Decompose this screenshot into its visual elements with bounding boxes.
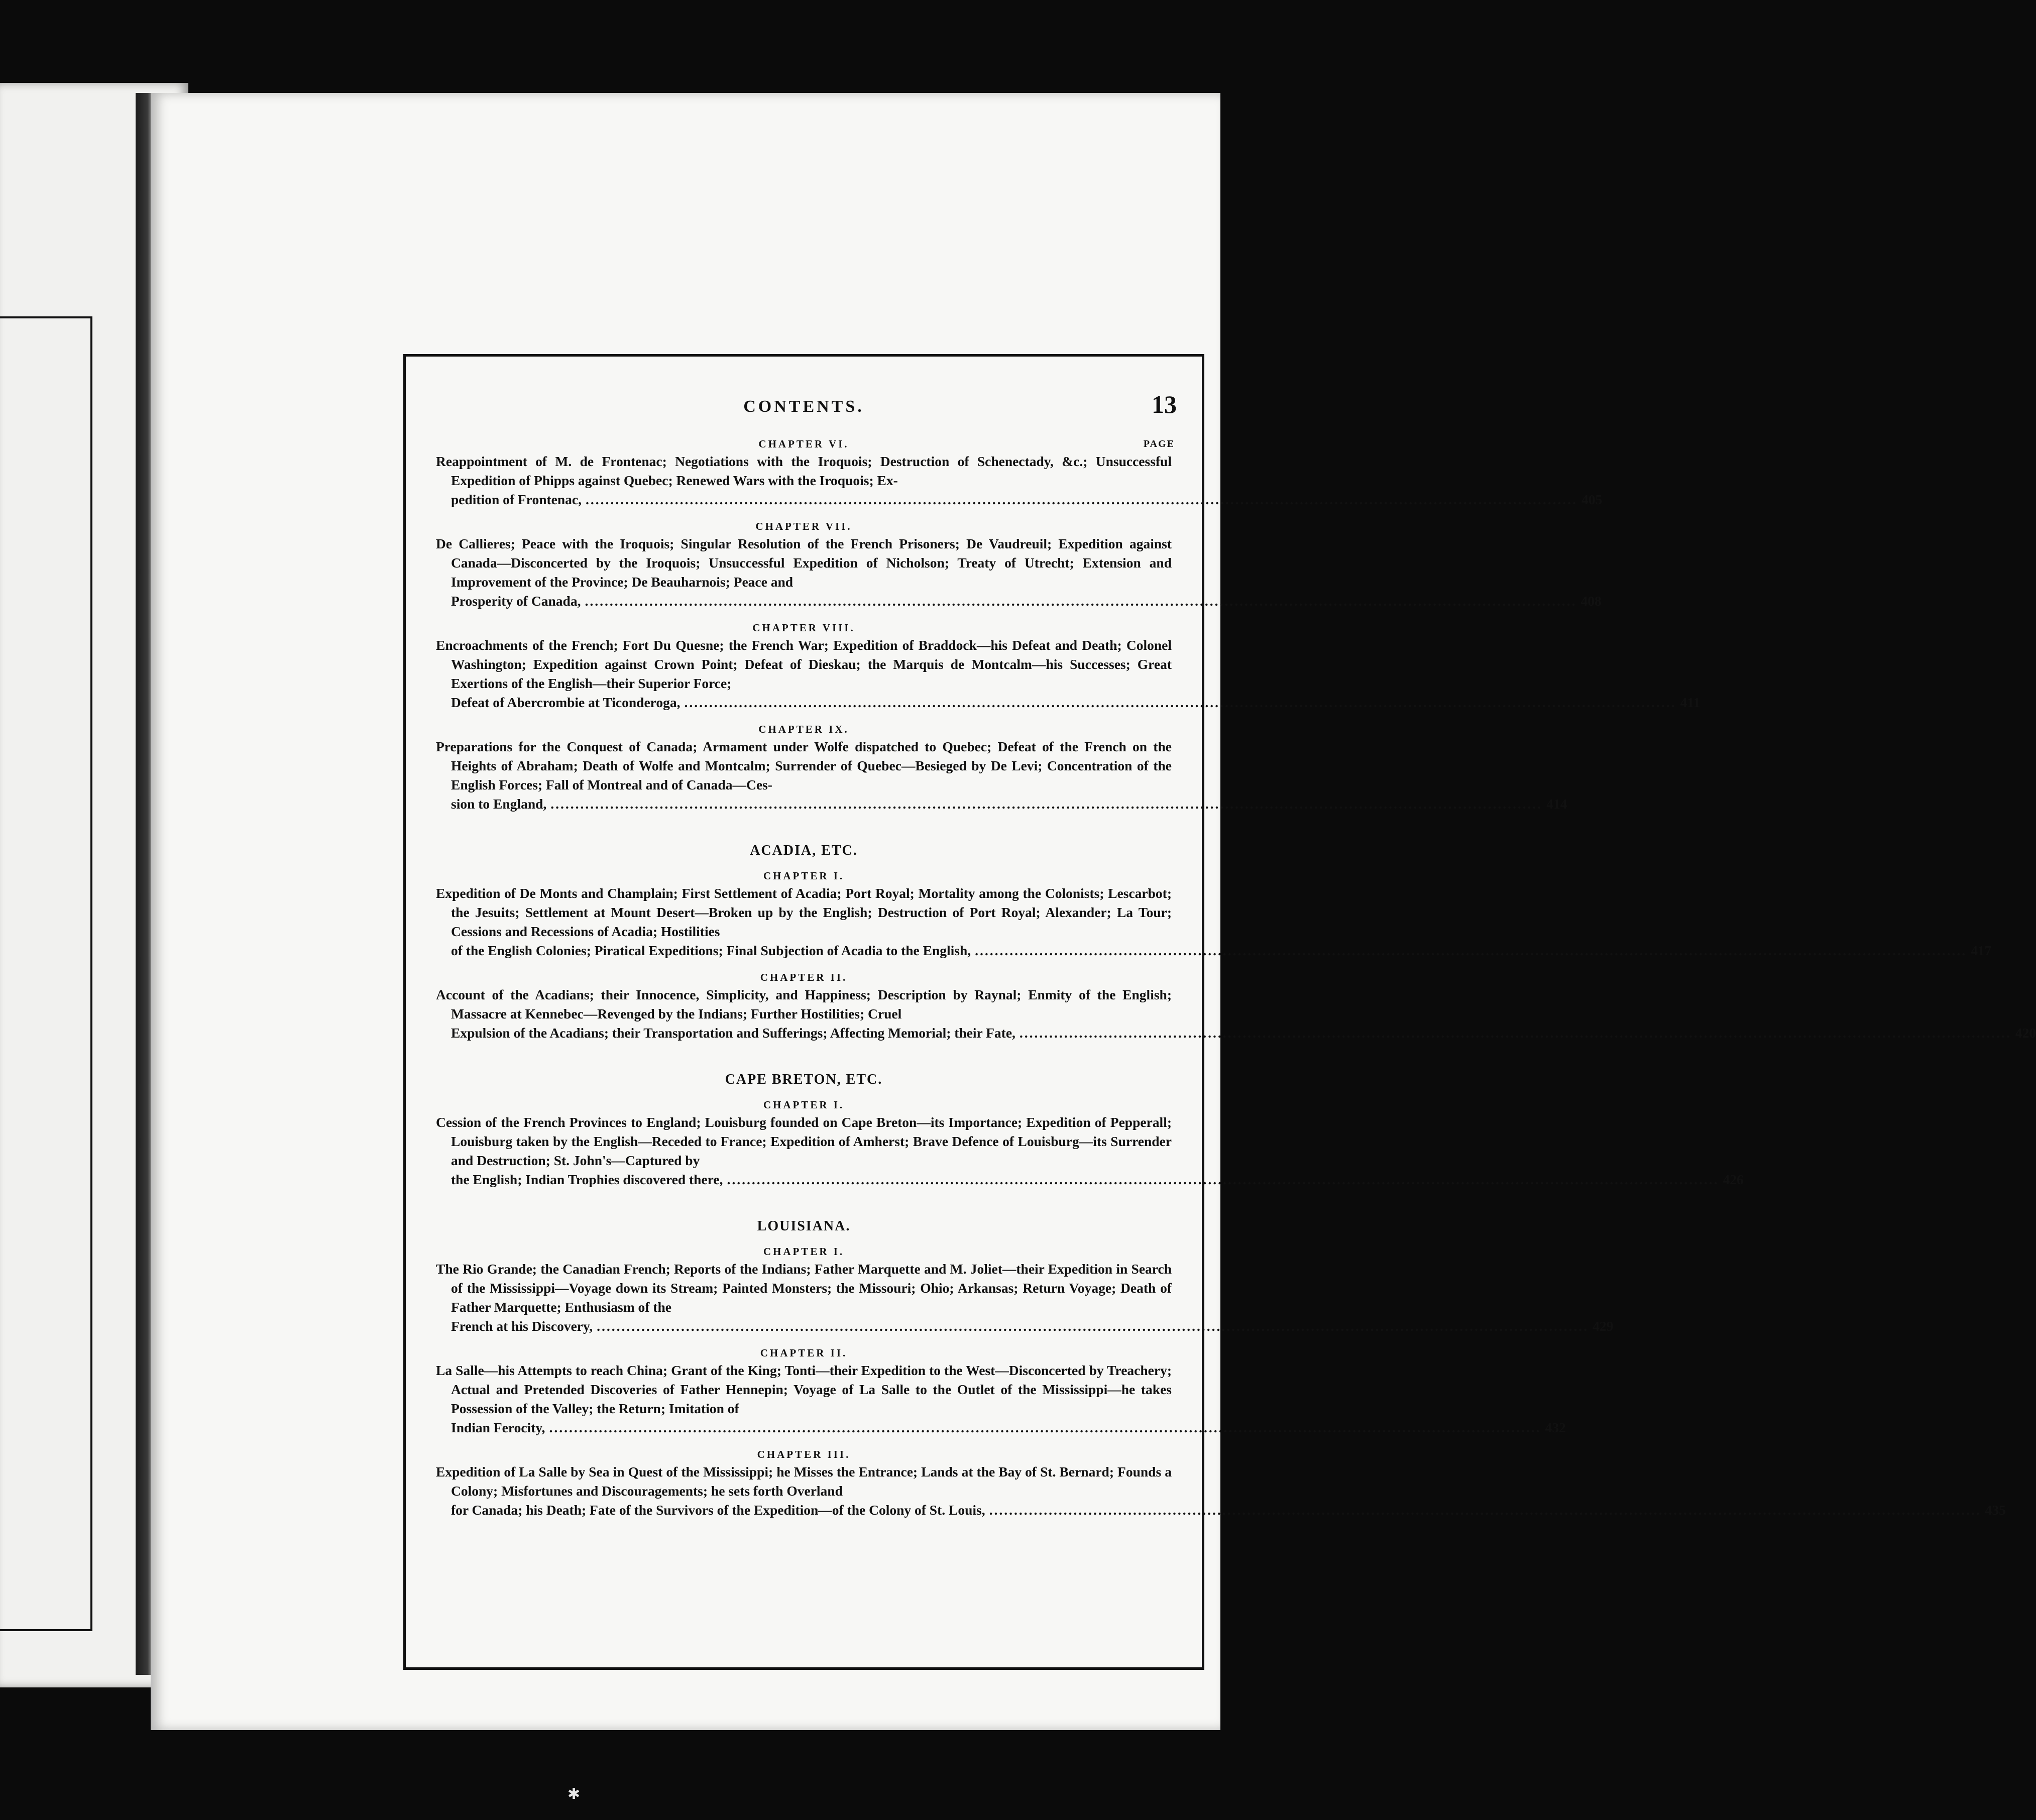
toc-entry bbox=[436, 969, 2036, 1043]
contents-frame bbox=[403, 354, 2036, 1670]
scan-mark: ✱ bbox=[568, 1786, 581, 1802]
chapter-label: CHAPTER III. bbox=[757, 1448, 851, 1460]
chapter-summary-last-line bbox=[436, 1023, 2036, 1043]
chapter-summary: De Callieres; Peace with the Iroquois; Singular Resolution of the French Prisoners; De Vaudreuil; Expedition against Canada—Disconcerted by the Iroquois; Unsuccessful Expedition of Nicholson; Treaty of Utrecht; Extension and Improvement of the Province; De Beauharnois; Peace and bbox=[436, 536, 1172, 590]
page-reference: 429 bbox=[1593, 1318, 1614, 1334]
page-column-label: PAGE bbox=[1143, 438, 1175, 449]
chapter-summary-last-line bbox=[436, 941, 1992, 960]
chapter-summary-last-line bbox=[436, 1501, 2006, 1520]
chapter-summary: Expedition of De Monts and Champlain; First Settlement of Acadia; Port Royal; Mortality among the Colonists; Lescarbot; the Jesuits; Settlement at Mount Desert—Broken up by the English; Destruction of Port Royal; Alexander; La Tour; Cessions and Recessions of Acadia; Hostilities bbox=[436, 885, 1172, 939]
dot-leader: ........................................................................................................................................................................................................ bbox=[597, 1318, 1589, 1334]
toc-entry bbox=[436, 868, 1992, 960]
toc-entry bbox=[436, 1097, 1744, 1189]
page-reference: 426 bbox=[1723, 1172, 1744, 1187]
dot-leader: ........................................................................................................................................................................................................ bbox=[550, 796, 1543, 812]
chapter-summary: Encroachments of the French; Fort Du Quesne; the French War; Expedition of Braddock—his Defeat and Death; Colonel Washington; Expedition against Crown Point; Defeat of Dieskau; the Marquis de Montcalm—his Successes; Great Exertions of the English—their Superior Force; bbox=[436, 637, 1172, 691]
toc-entry bbox=[436, 518, 1602, 611]
chapter-label: CHAPTER II. bbox=[760, 971, 848, 983]
chapter-label: CHAPTER II. bbox=[760, 1347, 848, 1359]
chapter-label: CHAPTER IX. bbox=[758, 723, 849, 735]
page-number: 13 bbox=[1152, 390, 1177, 418]
toc-entry bbox=[436, 436, 1603, 509]
chapter-summary-last-line bbox=[436, 592, 1602, 611]
chapter-summary-last-line bbox=[436, 1170, 1744, 1189]
chapter-summary-last-line bbox=[436, 1418, 1566, 1437]
section-title: ACADIA, ETC. bbox=[750, 843, 858, 858]
page-reference: 411 bbox=[1680, 695, 1701, 710]
page-header bbox=[436, 387, 1177, 427]
chapter-summary: Cession of the French Provinces to England; Louisburg founded on Cape Breton—its Importance; Expedition of Pepperall; Louisburg taken by the English—Receded to France; Expedition of Amherst; Brave Defence of Louisburg—its Surrender and Destruction; St. John's—Captured by bbox=[436, 1114, 1172, 1168]
chapter-label: CHAPTER I. bbox=[763, 1245, 845, 1258]
chapter-label: CHAPTER VI. bbox=[758, 438, 849, 450]
toc-entry bbox=[436, 620, 1701, 712]
toc-section bbox=[436, 1218, 2006, 1520]
section-title: LOUISIANA. bbox=[757, 1218, 851, 1234]
page-reference: 420 bbox=[2015, 1025, 2036, 1041]
page-reference: 408 bbox=[1580, 593, 1602, 609]
dot-leader: ........................................................................................................................................................................................................ bbox=[989, 1502, 1981, 1518]
chapter-label: CHAPTER VII. bbox=[755, 520, 852, 532]
page-reference: 414 bbox=[1546, 796, 1567, 812]
previous-page-frame bbox=[0, 316, 92, 1631]
chapter-label: CHAPTER I. bbox=[763, 870, 845, 882]
chapter-heading bbox=[436, 721, 1172, 737]
section-title: CAPE BRETON, ETC. bbox=[725, 1072, 883, 1087]
summary-tail: pedition of Frontenac, bbox=[451, 492, 582, 507]
chapter-summary-last-line bbox=[436, 490, 1603, 509]
summary-tail: Prosperity of Canada, bbox=[451, 593, 581, 609]
table-of-contents bbox=[436, 436, 2036, 1520]
chapter-heading bbox=[436, 518, 1172, 534]
toc-entry bbox=[436, 1243, 1614, 1336]
dot-leader: ........................................................................................................................................................................................................ bbox=[727, 1172, 1719, 1187]
chapter-summary: The Rio Grande; the Canadian French; Reports of the Indians; Father Marquette and M. Joliet—their Expedition in Search of the Mississippi—Voyage down its Stream; Painted Monsters; the Missouri; Ohio; Arkansas; Return Voyage; Death of Father Marquette; Enthusiasm of the bbox=[436, 1261, 1172, 1315]
chapter-summary-last-line bbox=[436, 794, 1567, 814]
chapter-summary-last-line bbox=[436, 1317, 1614, 1336]
chapter-heading bbox=[436, 1243, 1172, 1260]
summary-tail: of the English Colonies; Piratical Expeditions; Final Subjection of Acadia to the English, bbox=[451, 943, 971, 958]
chapter-summary: Reappointment of M. de Frontenac; Negotiations with the Iroquois; Destruction of Schenectady, &c.; Unsuccessful Expedition of Phipps against Quebec; Renewed Wars with the Iroquois; Ex- bbox=[436, 453, 1172, 488]
toc-entry bbox=[436, 1446, 2006, 1520]
toc-section bbox=[436, 1072, 1744, 1189]
page-reference: 432 bbox=[1545, 1420, 1566, 1435]
summary-tail: Expulsion of the Acadians; their Transportation and Sufferings; Affecting Memorial; their Fate, bbox=[451, 1025, 1015, 1041]
dot-leader: ........................................................................................................................................................................................................ bbox=[585, 593, 1577, 609]
dot-leader: ........................................................................................................................................................................................................ bbox=[1019, 1025, 2011, 1041]
chapter-summary: Account of the Acadians; their Innocence, Simplicity, and Happiness; Description by Raynal; Enmity of the English; Massacre at Kennebec—Revenged by the Indians; Further Hostilities; Cruel bbox=[436, 987, 1172, 1021]
summary-tail: Defeat of Abercrombie at Ticonderoga, bbox=[451, 695, 681, 710]
toc-section bbox=[436, 843, 2036, 1043]
toc-entry bbox=[436, 1345, 1566, 1437]
chapter-heading bbox=[436, 1345, 1172, 1361]
chapter-summary: La Salle—his Attempts to reach China; Grant of the King; Tonti—their Expedition to the West—Disconcerted by Treachery; Actual and Pretended Discoveries of Father Hennepin; Voyage of La Salle to the Outlet of the Mississippi—he takes Possession of the Valley; the Return; Imitation of bbox=[436, 1362, 1172, 1416]
dot-leader: ........................................................................................................................................................................................................ bbox=[975, 943, 1967, 958]
chapter-heading bbox=[436, 1097, 1172, 1113]
dot-leader: ........................................................................................................................................................................................................ bbox=[549, 1420, 1541, 1435]
page-reference: 405 bbox=[1581, 492, 1603, 507]
page-reference: 417 bbox=[1971, 943, 1992, 958]
page-reference: 435 bbox=[1985, 1502, 2006, 1518]
chapter-summary-last-line bbox=[436, 693, 1701, 712]
chapter-summary: Expedition of La Salle by Sea in Quest of the Mississippi; he Misses the Entrance; Lands at the Bay of St. Bernard; Founds a Colony; Misfortunes and Discouragements; he sets forth Overland bbox=[436, 1464, 1172, 1499]
summary-tail: French at his Discovery, bbox=[451, 1318, 593, 1334]
chapter-heading bbox=[436, 868, 1172, 884]
toc-entry bbox=[436, 721, 1567, 814]
summary-tail: Indian Ferocity, bbox=[451, 1420, 545, 1435]
dot-leader: ........................................................................................................................................................................................................ bbox=[684, 695, 1676, 710]
page-title: CONTENTS. bbox=[743, 397, 864, 416]
chapter-heading bbox=[436, 436, 1175, 452]
chapter-heading bbox=[436, 1446, 1172, 1462]
summary-tail: for Canada; his Death; Fate of the Survivors of the Expedition—of the Colony of St. Louis, bbox=[451, 1502, 985, 1518]
chapter-label: CHAPTER VIII. bbox=[752, 622, 855, 634]
summary-tail: the English; Indian Trophies discovered there, bbox=[451, 1172, 723, 1187]
chapter-heading bbox=[436, 620, 1172, 636]
chapter-label: CHAPTER I. bbox=[763, 1099, 845, 1111]
book-page bbox=[151, 93, 2036, 1730]
summary-tail: sion to England, bbox=[451, 796, 547, 812]
dot-leader: ........................................................................................................................................................................................................ bbox=[585, 492, 1577, 507]
toc-section bbox=[436, 436, 1701, 814]
chapter-heading bbox=[436, 969, 1172, 985]
chapter-summary: Preparations for the Conquest of Canada; Armament under Wolfe dispatched to Quebec; Defeat of the French on the Heights of Abraham; Death of Wolfe and Montcalm; Surrender of Quebec—Besieged by De Levi; Concentration of the English Forces; Fall of Montreal and of Canada—Ces- bbox=[436, 739, 1172, 792]
